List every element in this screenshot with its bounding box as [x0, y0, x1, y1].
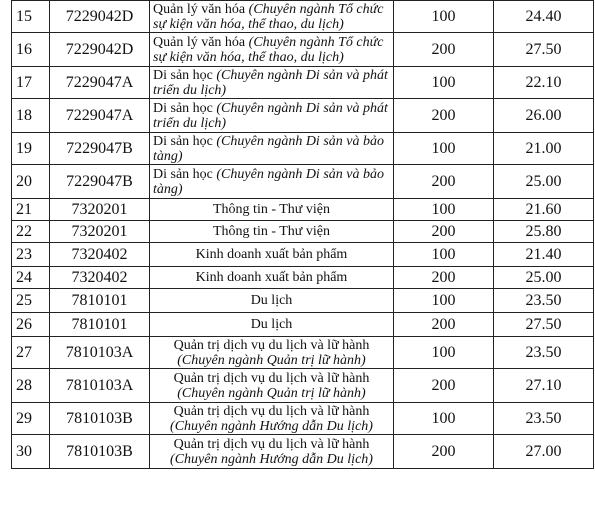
specialization-note: (Chuyên ngành Quản trị lữ hành): [177, 385, 366, 401]
major-code-cell: 7810103B: [50, 435, 150, 469]
major-code-cell: 7810101: [50, 313, 150, 337]
row-number-cell: 22: [12, 221, 50, 243]
major-name-cell: [150, 403, 394, 435]
table-row: [12, 67, 594, 99]
major-code-cell: 7320402: [50, 267, 150, 289]
major-name: Du lịch: [250, 317, 293, 332]
major-name-cell: [150, 33, 394, 67]
table-row: [12, 435, 594, 469]
table-row: [12, 369, 594, 403]
table-row: [12, 99, 594, 133]
score-cell: 21.40: [494, 243, 594, 267]
specialization-note: (Chuyên ngành Di sản và phát triển du lịch): [153, 67, 388, 98]
table-row: [12, 33, 594, 67]
major-code-cell: 7229047B: [50, 133, 150, 165]
row-number-cell: 30: [12, 435, 50, 469]
method-code-cell: 100: [394, 199, 494, 221]
score-cell: 22.10: [494, 67, 594, 99]
major-name: Di sản học: [153, 166, 213, 182]
specialization-note: (Chuyên ngành Di sản và phát triển du lịch): [153, 100, 388, 131]
major-name-cell: [150, 289, 394, 313]
major-name-cell: [150, 1, 394, 33]
table-row: [12, 289, 594, 313]
row-number-cell: 23: [12, 243, 50, 267]
major-name: Thông tin - Thư viện: [213, 202, 330, 217]
major-name-cell: [150, 99, 394, 133]
score-cell: 25.80: [494, 221, 594, 243]
major-name-cell: [150, 165, 394, 199]
method-code-cell: 200: [394, 165, 494, 199]
score-cell: 24.40: [494, 1, 594, 33]
table-body: [12, 1, 594, 469]
score-cell: 27.00: [494, 435, 594, 469]
row-number-cell: 19: [12, 133, 50, 165]
score-cell: 23.50: [494, 289, 594, 313]
table-row: [12, 165, 594, 199]
major-code-cell: 7810103A: [50, 337, 150, 369]
row-number-cell: 17: [12, 67, 50, 99]
major-code-cell: 7229042D: [50, 33, 150, 67]
row-number-cell: 21: [12, 199, 50, 221]
method-code-cell: 200: [394, 369, 494, 403]
row-number-cell: 16: [12, 33, 50, 67]
major-name: Di sản học: [153, 67, 213, 83]
major-code-cell: 7810101: [50, 289, 150, 313]
major-code-cell: 7320201: [50, 199, 150, 221]
major-name: Quản trị dịch vụ du lịch và lữ hành: [173, 370, 370, 386]
row-number-cell: 29: [12, 403, 50, 435]
major-name-cell: [150, 199, 394, 221]
table-row: [12, 199, 594, 221]
method-code-cell: 100: [394, 67, 494, 99]
score-cell: 27.10: [494, 369, 594, 403]
row-number-cell: 15: [12, 1, 50, 33]
major-name-cell: [150, 67, 394, 99]
score-cell: 25.00: [494, 267, 594, 289]
major-name: Kinh doanh xuất bản phẩm: [195, 247, 348, 262]
specialization-note: (Chuyên ngành Hướng dẫn Du lịch): [170, 418, 373, 434]
score-cell: 27.50: [494, 33, 594, 67]
specialization-note: (Chuyên ngành Tổ chức sự kiện văn hóa, thể thao, du lịch): [153, 34, 384, 65]
major-code-cell: 7810103A: [50, 369, 150, 403]
major-name-cell: [150, 337, 394, 369]
table-row: [12, 133, 594, 165]
table-row: [12, 267, 594, 289]
major-code-cell: 7320402: [50, 243, 150, 267]
major-code-cell: 7229047A: [50, 99, 150, 133]
major-code-cell: 7229042D: [50, 1, 150, 33]
method-code-cell: 100: [394, 243, 494, 267]
method-code-cell: 100: [394, 289, 494, 313]
table-row: [12, 403, 594, 435]
score-cell: 23.50: [494, 403, 594, 435]
row-number-cell: 25: [12, 289, 50, 313]
admission-score-table: [11, 0, 594, 469]
specialization-note: (Chuyên ngành Di sản và bảo tàng): [153, 133, 384, 164]
table-row: [12, 337, 594, 369]
method-code-cell: 200: [394, 33, 494, 67]
major-name-cell: [150, 313, 394, 337]
major-name-cell: [150, 435, 394, 469]
row-number-cell: 27: [12, 337, 50, 369]
score-cell: 27.50: [494, 313, 594, 337]
table-row: [12, 313, 594, 337]
major-name-cell: [150, 133, 394, 165]
major-name: Quản trị dịch vụ du lịch và lữ hành: [173, 403, 370, 419]
score-cell: 21.60: [494, 199, 594, 221]
major-name: Di sản học: [153, 133, 213, 149]
specialization-note: (Chuyên ngành Tổ chức sự kiện văn hóa, thể thao, du lịch): [153, 1, 384, 32]
major-code-cell: 7320201: [50, 221, 150, 243]
table-row: [12, 243, 594, 267]
major-name-cell: [150, 221, 394, 243]
specialization-note: (Chuyên ngành Hướng dẫn Du lịch): [170, 451, 373, 467]
major-name-cell: [150, 243, 394, 267]
table-row: [12, 221, 594, 243]
method-code-cell: 200: [394, 267, 494, 289]
method-code-cell: 100: [394, 1, 494, 33]
row-number-cell: 20: [12, 165, 50, 199]
major-name: Quản lý văn hóa: [153, 1, 246, 17]
major-name: Thông tin - Thư viện: [213, 224, 330, 239]
major-name: Quản trị dịch vụ du lịch và lữ hành: [173, 337, 370, 353]
specialization-note: (Chuyên ngành Di sản và bảo tàng): [153, 166, 384, 197]
method-code-cell: 100: [394, 133, 494, 165]
method-code-cell: 200: [394, 313, 494, 337]
method-code-cell: 100: [394, 337, 494, 369]
major-name-cell: [150, 267, 394, 289]
score-cell: 26.00: [494, 99, 594, 133]
score-cell: 25.00: [494, 165, 594, 199]
major-name: Di sản học: [153, 100, 213, 116]
major-code-cell: 7229047B: [50, 165, 150, 199]
major-name: Quản trị dịch vụ du lịch và lữ hành: [173, 436, 370, 452]
method-code-cell: 200: [394, 99, 494, 133]
score-cell: 23.50: [494, 337, 594, 369]
row-number-cell: 24: [12, 267, 50, 289]
major-code-cell: 7810103B: [50, 403, 150, 435]
major-name-cell: [150, 369, 394, 403]
row-number-cell: 26: [12, 313, 50, 337]
major-name: Du lịch: [250, 293, 293, 308]
table-row: [12, 1, 594, 33]
row-number-cell: 28: [12, 369, 50, 403]
specialization-note: (Chuyên ngành Quản trị lữ hành): [177, 352, 366, 368]
major-name: Quản lý văn hóa: [153, 34, 246, 50]
score-cell: 21.00: [494, 133, 594, 165]
method-code-cell: 100: [394, 403, 494, 435]
method-code-cell: 200: [394, 435, 494, 469]
row-number-cell: 18: [12, 99, 50, 133]
major-code-cell: 7229047A: [50, 67, 150, 99]
method-code-cell: 200: [394, 221, 494, 243]
major-name: Kinh doanh xuất bản phẩm: [195, 270, 348, 285]
